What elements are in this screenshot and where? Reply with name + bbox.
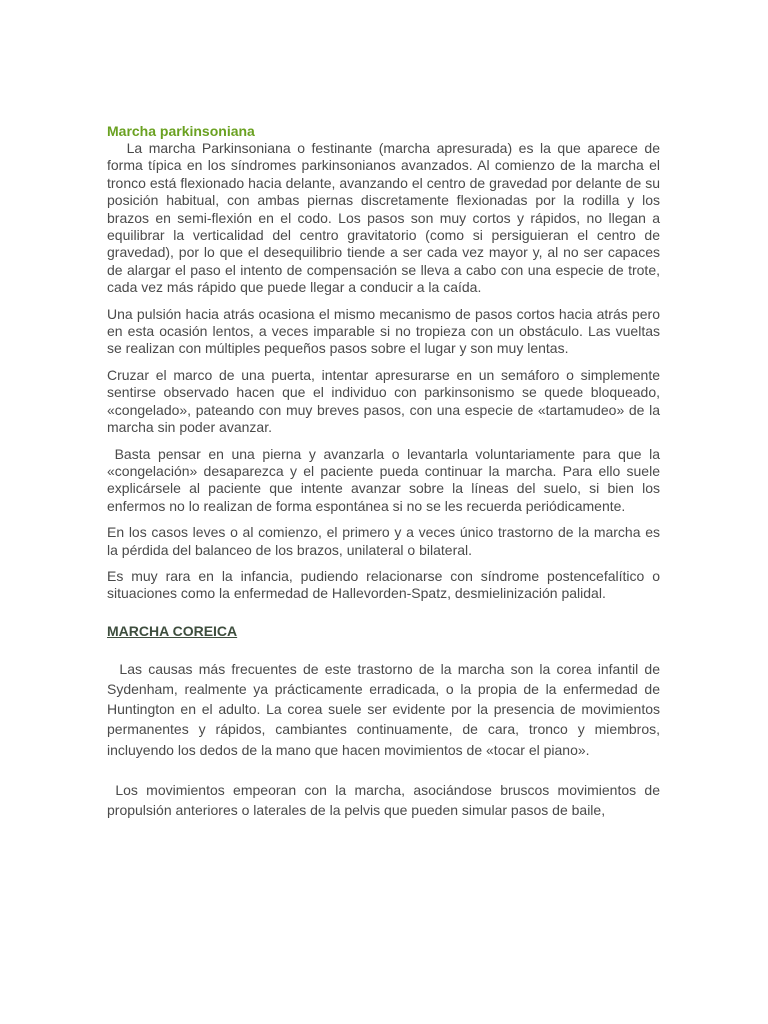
section-title-marcha-coreica: MARCHA COREICA <box>107 622 238 639</box>
paragraph: Los movimientos empeoran con la marcha, asociándose bruscos movimientos de propulsión anteriores o laterales de la pelvis que pueden simular pasos de baile, <box>107 781 664 818</box>
paragraph: En los casos leves o al comienzo, el primero y a veces único trastorno de la marcha es la pérdida del balanceo de los brazos, unilateral o bilateral. <box>107 524 660 558</box>
paragraph: Es muy rara en la infancia, pudiendo relacionarse con síndrome postencefalítico o situaciones como la enfermedad de Hallevorden-Spatz, desmielinización palidal. <box>107 567 660 602</box>
paragraph: Una pulsión hacia atrás ocasiona el mismo mecanismo de pasos cortos hacia atrás pero en esta ocasión lentos, a veces imparable si no tropieza con un obstáculo. Las vueltas se realizan con múltiples pequeños pasos sobre el lugar y son muy lentas. <box>107 305 660 357</box>
paragraph: La marcha Parkinsoniana o festinante (marcha apresurada) es la que aparece de forma típica en los síndromes parkinsonianos avanzados. Al comienzo de la marcha el tronco está flexionado hacia delante, avanzando el centro de gravedad por delante de su posición habitual, con ambas piernas discretamente flexionadas por la rodilla y los brazos en semi-flexión en el codo. Los pasos son muy cortos y rápidos, no llegan a equilibrar la verticalidad del centro gravitatorio (como si persiguieran el centro de gravedad), por lo que el desequilibrio tiende a ser cada vez mayor y, al no ser capaces de alargar el paso el intento de compensación se lleva a cabo con una especie de trote, cada vez más rápido que puede llegar a conducir a la caída. <box>107 140 664 296</box>
paragraph: Cruzar el marco de una puerta, intentar apresurarse en un semáforo o simplemente sentirse observado hacen que el individuo con parkinsonismo se quede bloqueado, «congelado», pateando con muy breves pasos, con una especie de «tartamudeo» de la marcha sin poder avanzar. <box>107 366 660 436</box>
paragraph: Las causas más frecuentes de este trastorno de la marcha son la corea infantil de Sydenham, realmente ya prácticamente erradicada, o la propia de la enfermedad de Huntington en el adulto. La corea suele ser evidente por la presencia de movimientos permanentes y rápidos, cambiantes continuamente, de cara, tronco y miembros, incluyendo los dedos de la mano que hacen movimientos de «tocar el piano». <box>107 660 664 758</box>
section-title-marcha-parkinsoniana: Marcha parkinsoniana <box>107 123 255 139</box>
document-page <box>107 122 664 840</box>
paragraph: Basta pensar en una pierna y avanzarla o levantarla voluntariamente para que la «congelación» desaparezca y el paciente pueda continuar la marcha. Para ello suele explicársele al paciente que intente avanzar sobre la líneas del suelo, si bien los enfermos no lo realizan de forma espontánea si no se les recuerda periódicamente. <box>107 445 664 514</box>
